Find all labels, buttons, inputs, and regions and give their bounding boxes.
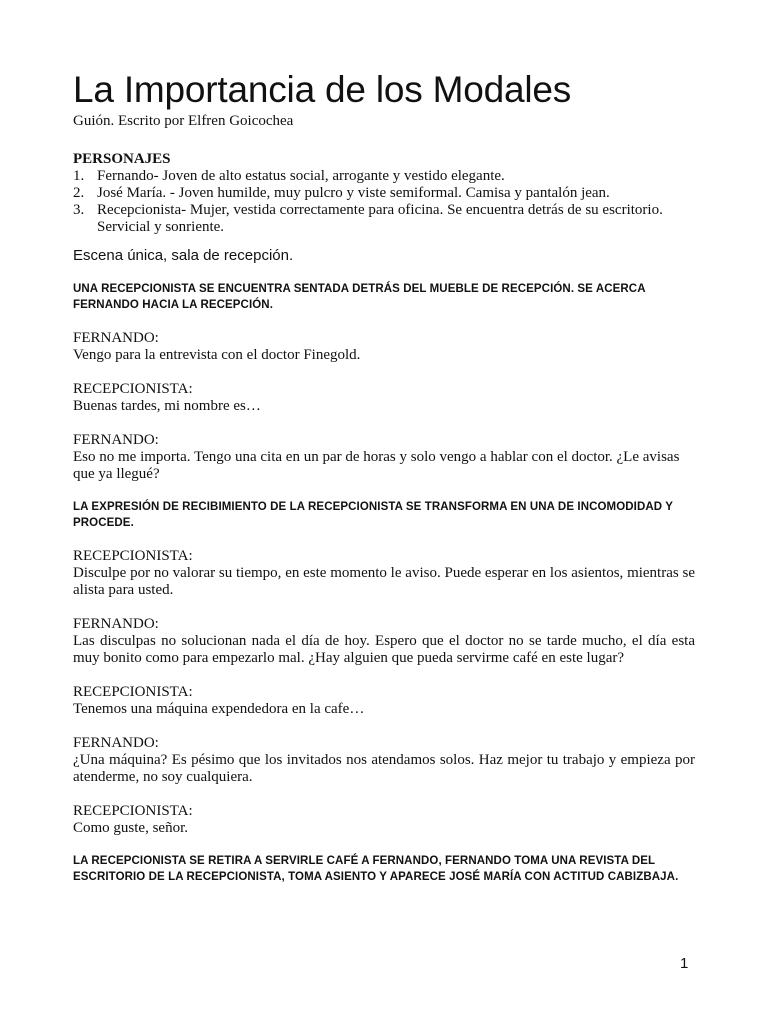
action-direction: LA EXPRESIÓN DE RECIBIMIENTO DE LA RECEPCIONISTA SE TRANSFORMA EN UNA DE INCOMODIDAD Y PROCEDE.: [73, 501, 673, 529]
speaker-name: RECEPCIONISTA:: [73, 548, 193, 564]
dialogue-line: Tenemos una máquina expendedora en la cafe…: [73, 701, 365, 717]
speaker-name: RECEPCIONISTA:: [73, 381, 193, 397]
dialogue-line: Eso no me importa. Tengo una cita en un par de horas y solo vengo a hablar con el doctor. ¿Le avisas que ya llegué?: [73, 449, 680, 482]
list-item: [73, 168, 695, 185]
speaker-name: RECEPCIONISTA:: [73, 803, 193, 819]
scene-heading: Escena única, sala de recepción.: [73, 247, 294, 264]
dialogue-line: Las disculpas no solucionan nada el día de hoy. Espero que el doctor no se tarde mucho, el día esta muy bonito como para empezarlo mal. ¿Hay alguien que pueda servirme café en este lugar?: [73, 633, 695, 666]
characters-heading: PERSONAJES: [73, 151, 171, 167]
dialogue-line: Buenas tardes, mi nombre es…: [73, 398, 261, 414]
speaker-name: FERNANDO:: [73, 330, 159, 346]
list-number: 3.: [73, 202, 85, 218]
list-item: [73, 202, 695, 236]
character-description: José María. - Joven humilde, muy pulcro y viste semiformal. Camisa y pantalón jean.: [97, 185, 610, 201]
character-description: Recepcionista- Mujer, vestida correctamente para oficina. Se encuentra detrás de su escritorio. Servicial y sonriente.: [97, 202, 663, 235]
speaker-name: RECEPCIONISTA:: [73, 684, 193, 700]
character-description: Fernando- Joven de alto estatus social, arrogante y vestido elegante.: [97, 168, 505, 184]
speaker-name: FERNANDO:: [73, 616, 159, 632]
dialogue-line: Vengo para la entrevista con el doctor Finegold.: [73, 347, 361, 363]
dialogue-block: [73, 381, 695, 415]
dialogue-block: [73, 432, 695, 483]
speaker-name: FERNANDO:: [73, 735, 159, 751]
page-number: 1: [680, 955, 689, 972]
dialogue-line: ¿Una máquina? Es pésimo que los invitados nos atendamos solos. Haz mejor tu trabajo y empieza por atenderme, no soy cualquiera.: [73, 752, 695, 785]
speaker-name: FERNANDO:: [73, 432, 159, 448]
characters-list: [73, 168, 695, 236]
list-number: 2.: [73, 185, 85, 201]
list-item: [73, 185, 695, 202]
script-page: [73, 68, 695, 885]
action-direction: LA RECEPCIONISTA SE RETIRA A SERVIRLE CAFÉ A FERNANDO, FERNANDO TOMA UNA REVISTA DEL ESCRITORIO DE LA RECEPCIONISTA, TOMA ASIENTO Y APARECE JOSÉ MARÍA CON ACTITUD CABIZBAJA.: [73, 855, 679, 883]
dialogue-block: [73, 735, 695, 786]
dialogue-block: [73, 548, 695, 599]
dialogue-block: [73, 803, 695, 837]
page-title: La Importancia de los Modales: [73, 69, 572, 110]
subtitle: Guión. Escrito por Elfren Goicochea: [73, 113, 294, 129]
action-direction: UNA RECEPCIONISTA SE ENCUENTRA SENTADA DETRÁS DEL MUEBLE DE RECEPCIÓN. SE ACERCA FERNANDO HACIA LA RECEPCIÓN.: [73, 283, 646, 311]
dialogue-block: [73, 616, 695, 667]
dialogue-line: Disculpe por no valorar su tiempo, en este momento le aviso. Puede esperar en los asientos, mientras se alista para usted.: [73, 565, 695, 598]
dialogue-block: [73, 684, 695, 718]
dialogue-line: Como guste, señor.: [73, 820, 188, 836]
list-number: 1.: [73, 168, 85, 184]
dialogue-block: [73, 330, 695, 364]
